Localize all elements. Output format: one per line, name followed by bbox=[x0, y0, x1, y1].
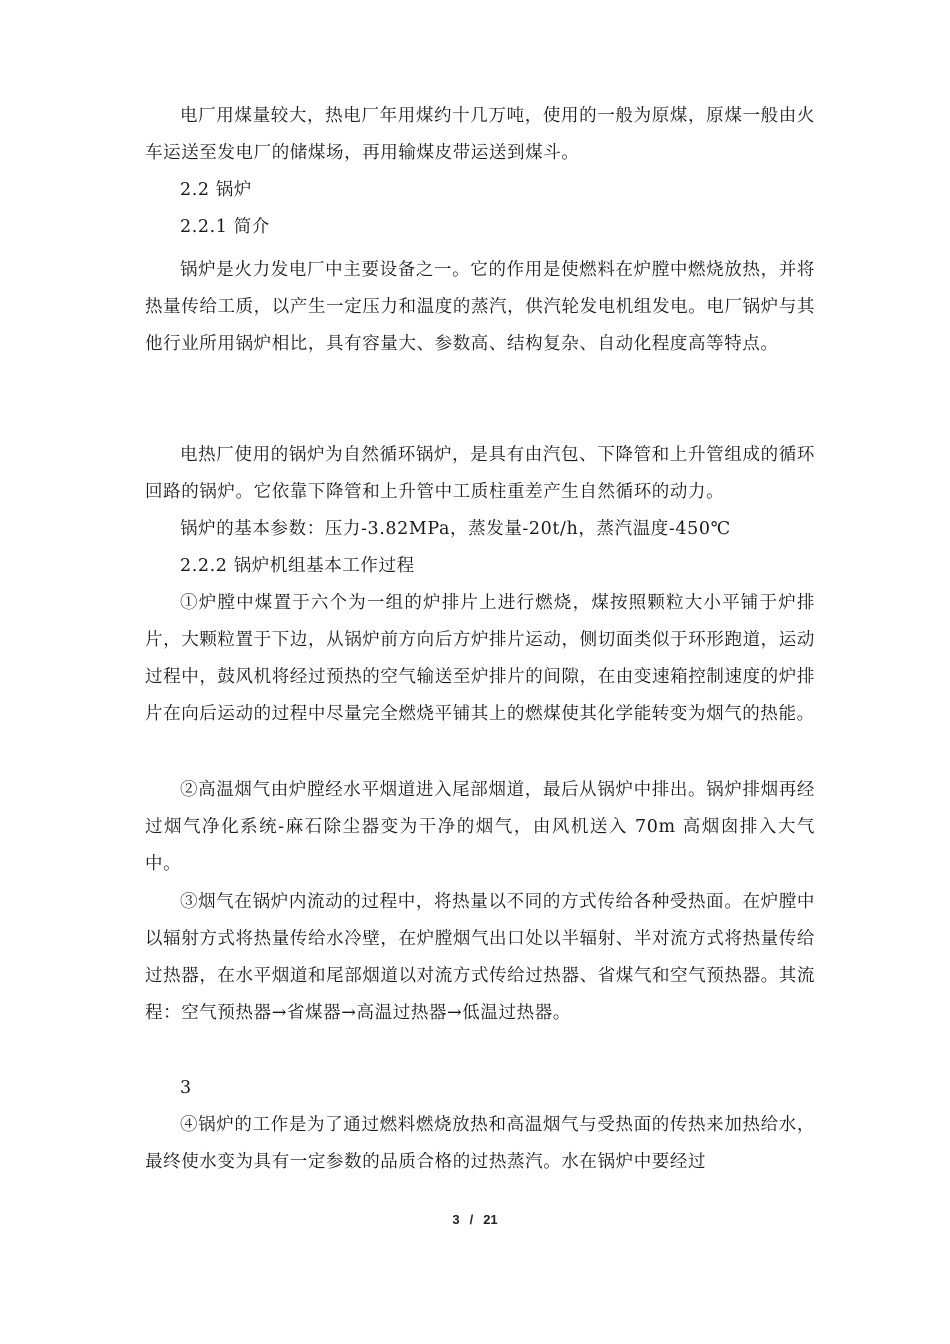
stray-page-number: 3 bbox=[180, 1078, 192, 1098]
total-pages: 21 bbox=[483, 1212, 498, 1227]
page-footer bbox=[0, 1212, 950, 1227]
paragraph-boiler-intro: 锅炉是火力发电厂中主要设备之一。它的作用是使燃料在炉膛中燃烧放热，并将热量传给工质，以产生一定压力和温度的蒸汽，供汽轮发电机组发电。电厂锅炉与其他行业所用锅炉相比，具有容量大、参数高、结构复杂、自动化程度高等特点。 bbox=[145, 260, 815, 354]
subsection-heading-intro: 2.2.1 简介 bbox=[180, 217, 270, 237]
paragraph-step-4: ④锅炉的工作是为了通过燃料燃烧放热和高温烟气与受热面的传热来加热给水，最终使水变为具有一定参数的品质合格的过热蒸汽。水在锅炉中要经过 bbox=[145, 1115, 815, 1172]
paragraph-step-3: ③烟气在锅炉内流动的过程中，将热量以不同的方式传给各种受热面。在炉膛中以辐射方式将热量传给水冷壁，在炉膛烟气出口处以半辐射、半对流方式将热量传给过热器，在水平烟道和尾部烟道以对流方式传给过热器、省煤气和空气预热器。其流程：空气预热器→省煤器→高温过热器→低温过热器。 bbox=[145, 892, 815, 1023]
section-heading-boiler: 2.2 锅炉 bbox=[180, 180, 252, 200]
current-page-number: 3 bbox=[452, 1212, 460, 1227]
subsection-heading-working-process: 2.2.2 锅炉机组基本工作过程 bbox=[180, 556, 415, 576]
paragraph-coal-usage: 电厂用煤量较大，热电厂年用煤约十几万吨，使用的一般为原煤，原煤一般由火车运送至发电厂的储煤场，再用输煤皮带运送到煤斗。 bbox=[145, 106, 815, 163]
page-separator: / bbox=[469, 1212, 474, 1227]
paragraph-boiler-parameters: 锅炉的基本参数：压力-3.82MPa，蒸发量-20t/h，蒸汽温度-450℃ bbox=[180, 519, 731, 539]
paragraph-step-1: ①炉膛中煤置于六个为一组的炉排片上进行燃烧，煤按照颗粒大小平铺于炉排片，大颗粒置于下边，从锅炉前方向后方炉排片运动，侧切面类似于环形跑道，运动过程中，鼓风机将经过预热的空气输送至炉排片的间隙，在由变速箱控制速度的炉排片在向后运动的过程中尽量完全燃烧平铺其上的燃煤使其化学能转变为烟气的热能。 bbox=[145, 593, 815, 724]
paragraph-step-2: ②高温烟气由炉膛经水平烟道进入尾部烟道，最后从锅炉中排出。锅炉排烟再经过烟气净化系统-麻石除尘器变为干净的烟气，由风机送入 70m 高烟囱排入大气中。 bbox=[145, 780, 815, 874]
paragraph-natural-circulation: 电热厂使用的锅炉为自然循环锅炉，是具有由汽包、下降管和上升管组成的循环回路的锅炉。它依靠下降管和上升管中工质柱重差产生自然循环的动力。 bbox=[145, 445, 815, 502]
